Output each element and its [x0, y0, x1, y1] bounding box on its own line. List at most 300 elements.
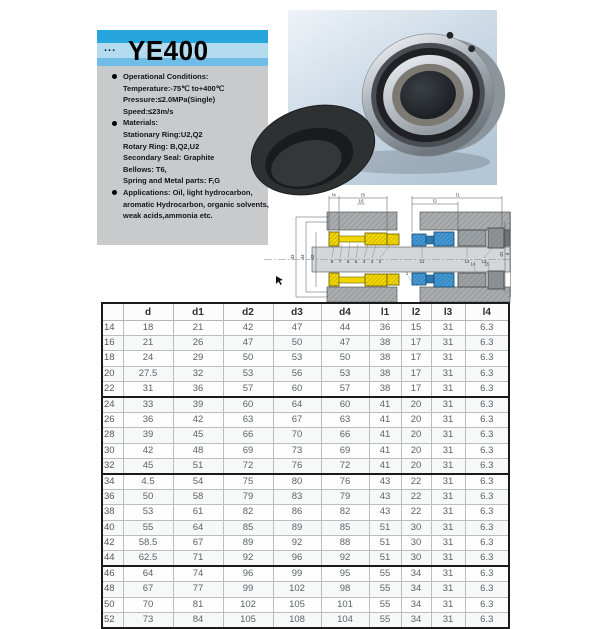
value-cell: 47	[223, 336, 273, 351]
dim-label: d2	[310, 254, 315, 260]
table-row	[102, 413, 509, 428]
spec-line	[97, 106, 268, 118]
callout-number: 8	[330, 259, 334, 264]
model-header-bar	[97, 30, 268, 66]
value-cell: 41	[369, 413, 401, 428]
cursor-arrow	[276, 276, 283, 285]
spec-line-text: Operational Conditions:	[123, 72, 209, 81]
value-cell: 45	[173, 428, 223, 443]
value-cell: 20	[401, 443, 431, 458]
value-cell: 20	[401, 428, 431, 443]
value-cell: 47	[321, 336, 369, 351]
spec-line-text: weak acids,ammonia etc.	[123, 211, 213, 221]
column-header: d1	[173, 303, 223, 321]
value-cell: 6.3	[465, 535, 509, 550]
value-cell: 73	[273, 443, 321, 458]
spec-line	[97, 199, 268, 211]
column-header: d3	[273, 303, 321, 321]
value-cell: 6.3	[465, 381, 509, 397]
callout-number: 14	[470, 261, 476, 267]
value-cell: 84	[173, 612, 223, 628]
value-cell: 30	[401, 520, 431, 535]
table-row	[102, 397, 509, 413]
value-cell: 82	[321, 505, 369, 520]
table-row	[102, 381, 509, 397]
value-cell: 41	[369, 458, 401, 474]
column-header: d4	[321, 303, 369, 321]
value-cell: 51	[173, 458, 223, 474]
value-cell: 79	[223, 490, 273, 505]
row-label-cell: 26	[102, 413, 123, 428]
value-cell: 41	[369, 443, 401, 458]
row-label-cell: 38	[102, 505, 123, 520]
value-cell: 29	[173, 351, 223, 366]
table-row	[102, 351, 509, 366]
bullet-icon	[112, 121, 117, 126]
value-cell: 38	[369, 336, 401, 351]
column-header: l4	[465, 303, 509, 321]
value-cell: 89	[223, 535, 273, 550]
callout-number: 12	[464, 259, 470, 264]
callout-number: 1	[405, 271, 409, 276]
spec-line	[97, 129, 268, 141]
spec-line	[97, 117, 268, 129]
value-cell: 34	[401, 582, 431, 597]
value-cell: 6.3	[465, 336, 509, 351]
value-cell: 53	[273, 351, 321, 366]
value-cell: 31	[431, 566, 465, 582]
value-cell: 42	[223, 321, 273, 336]
value-cell: 51	[369, 520, 401, 535]
value-cell: 104	[321, 612, 369, 628]
row-label-cell: 46	[102, 566, 123, 582]
row-label-cell: 42	[102, 535, 123, 550]
table-row	[102, 321, 509, 336]
value-cell: 42	[173, 413, 223, 428]
value-cell: 86	[273, 505, 321, 520]
bullet-icon	[112, 190, 117, 195]
table-row	[102, 443, 509, 458]
spec-line-text: Temperature:-75℃ to+400℃	[123, 83, 225, 93]
value-cell: 6.3	[465, 520, 509, 535]
dim-label: l2	[433, 198, 437, 204]
row-label-cell: 50	[102, 597, 123, 612]
value-cell: 17	[401, 336, 431, 351]
value-cell: 99	[273, 566, 321, 582]
dimension-table	[101, 302, 510, 629]
value-cell: 74	[173, 566, 223, 582]
value-cell: 77	[173, 582, 223, 597]
value-cell: 6.3	[465, 443, 509, 458]
value-cell: 6.3	[465, 458, 509, 474]
value-cell: 6.3	[465, 551, 509, 567]
value-cell: 63	[223, 413, 273, 428]
column-header: l1	[369, 303, 401, 321]
value-cell: 31	[431, 597, 465, 612]
value-cell: 67	[273, 413, 321, 428]
value-cell: 48	[173, 443, 223, 458]
spec-lines	[97, 71, 268, 222]
table-row	[102, 366, 509, 381]
row-label-cell: 32	[102, 458, 123, 474]
callout-number: 13	[481, 259, 487, 264]
table-row	[102, 428, 509, 443]
value-cell: 85	[321, 520, 369, 535]
value-cell: 20	[401, 413, 431, 428]
value-cell: 69	[321, 443, 369, 458]
spec-line	[97, 71, 268, 83]
value-cell: 31	[431, 321, 465, 336]
value-cell: 24	[123, 351, 173, 366]
table-row	[102, 520, 509, 535]
spec-line	[97, 141, 268, 153]
callout-number: 7	[338, 259, 342, 264]
value-cell: 4.5	[123, 474, 173, 490]
value-cell: 88	[321, 535, 369, 550]
value-cell: 102	[223, 597, 273, 612]
value-cell: 92	[223, 551, 273, 567]
value-cell: 79	[321, 490, 369, 505]
value-cell: 31	[431, 428, 465, 443]
value-cell: 75	[223, 474, 273, 490]
value-cell: 85	[223, 520, 273, 535]
technical-drawing	[262, 192, 512, 302]
callout-number: 3	[370, 259, 374, 264]
value-cell: 31	[431, 520, 465, 535]
value-cell: 72	[223, 458, 273, 474]
row-label-cell: 44	[102, 551, 123, 567]
spec-line-text: Spring and Metal parts: F,G	[123, 176, 221, 186]
value-cell: 82	[223, 505, 273, 520]
value-cell: 67	[123, 582, 173, 597]
table-row	[102, 566, 509, 582]
spec-line	[97, 83, 268, 95]
value-cell: 89	[273, 520, 321, 535]
value-cell: 38	[369, 366, 401, 381]
row-label-cell: 52	[102, 612, 123, 628]
value-cell: 101	[321, 597, 369, 612]
callout-number: 11	[419, 259, 425, 264]
value-cell: 50	[321, 351, 369, 366]
value-cell: 60	[273, 381, 321, 397]
seal-head-yellow	[329, 232, 399, 246]
value-cell: 98	[321, 582, 369, 597]
value-cell: 6.3	[465, 566, 509, 582]
value-cell: 58.5	[123, 535, 173, 550]
row-label-cell: 22	[102, 381, 123, 397]
spec-line-text: Applications: Oil, light hydrocarbon,	[123, 187, 253, 197]
value-cell: 70	[123, 597, 173, 612]
value-cell: 31	[431, 458, 465, 474]
dim-label: 16	[358, 198, 364, 204]
spec-line	[97, 164, 268, 176]
table-row	[102, 535, 509, 550]
seat-gland-blue	[412, 232, 454, 246]
value-cell: 50	[123, 490, 173, 505]
bullet-icon	[112, 74, 117, 79]
value-cell: 76	[273, 458, 321, 474]
value-cell: 39	[173, 397, 223, 413]
value-cell: 6.3	[465, 321, 509, 336]
row-label-cell: 28	[102, 428, 123, 443]
table-row	[102, 458, 509, 474]
spec-line	[97, 94, 268, 106]
value-cell: 67	[173, 535, 223, 550]
value-cell: 47	[273, 321, 321, 336]
column-header	[102, 303, 123, 321]
value-cell: 31	[431, 413, 465, 428]
value-cell: 55	[369, 582, 401, 597]
value-cell: 6.3	[465, 474, 509, 490]
spec-line-text: Rotary Ring: B,Q2,U2	[123, 141, 200, 151]
value-cell: 31	[431, 366, 465, 381]
gland-gray	[458, 228, 510, 248]
value-cell: 96	[273, 551, 321, 567]
row-label-cell: 18	[102, 351, 123, 366]
dim-label: d1	[499, 251, 504, 257]
value-cell: 92	[273, 535, 321, 550]
value-cell: 6.3	[465, 597, 509, 612]
value-cell: 102	[273, 582, 321, 597]
row-label-cell: 40	[102, 520, 123, 535]
value-cell: 30	[401, 535, 431, 550]
product-model-title: YE400	[128, 34, 209, 67]
row-label-cell: 24	[102, 397, 123, 413]
value-cell: 17	[401, 366, 431, 381]
value-cell: 6.3	[465, 397, 509, 413]
value-cell: 45	[123, 458, 173, 474]
column-header: l2	[401, 303, 431, 321]
dim-label: d	[505, 252, 510, 256]
value-cell: 21	[123, 336, 173, 351]
value-cell: 76	[321, 474, 369, 490]
value-cell: 17	[401, 351, 431, 366]
value-cell: 51	[369, 535, 401, 550]
value-cell: 69	[223, 443, 273, 458]
value-cell: 41	[369, 428, 401, 443]
spec-line-text: Secondary Seal: Graphite	[123, 153, 215, 163]
value-cell: 34	[401, 597, 431, 612]
value-cell: 50	[223, 351, 273, 366]
dim-label: l3	[361, 192, 365, 198]
value-cell: 31	[431, 612, 465, 628]
row-label-cell: 16	[102, 336, 123, 351]
dim-label: l1	[456, 192, 460, 198]
value-cell: 33	[123, 397, 173, 413]
header-dots: ...	[104, 42, 117, 54]
value-cell: 105	[273, 597, 321, 612]
value-cell: 66	[223, 428, 273, 443]
table-row	[102, 597, 509, 612]
gland-gray-bottom	[458, 271, 504, 289]
value-cell: 21	[173, 321, 223, 336]
housing-bottom	[327, 287, 510, 302]
table-row	[102, 474, 509, 490]
value-cell: 108	[273, 612, 321, 628]
value-cell: 70	[273, 428, 321, 443]
value-cell: 41	[369, 397, 401, 413]
value-cell: 57	[321, 381, 369, 397]
spec-line	[97, 152, 268, 164]
value-cell: 55	[369, 597, 401, 612]
spec-line	[97, 210, 268, 222]
row-label-cell: 14	[102, 321, 123, 336]
value-cell: 72	[321, 458, 369, 474]
value-cell: 55	[369, 566, 401, 582]
value-cell: 73	[123, 612, 173, 628]
value-cell: 71	[173, 551, 223, 567]
value-cell: 39	[123, 428, 173, 443]
size-table-body	[102, 321, 509, 629]
value-cell: 80	[273, 474, 321, 490]
value-cell: 6.3	[465, 413, 509, 428]
value-cell: 6.3	[465, 612, 509, 628]
value-cell: 56	[273, 366, 321, 381]
value-cell: 95	[321, 566, 369, 582]
callout-number: 15	[484, 261, 490, 267]
spec-panel	[97, 66, 268, 245]
value-cell: 38	[369, 351, 401, 366]
value-cell: 43	[369, 505, 401, 520]
table-row	[102, 490, 509, 505]
value-cell: 105	[223, 612, 273, 628]
value-cell: 6.3	[465, 490, 509, 505]
value-cell: 42	[123, 443, 173, 458]
value-cell: 6.3	[465, 582, 509, 597]
value-cell: 54	[173, 474, 223, 490]
value-cell: 31	[431, 336, 465, 351]
value-cell: 51	[369, 551, 401, 567]
value-cell: 53	[321, 366, 369, 381]
value-cell: 55	[369, 612, 401, 628]
value-cell: 57	[223, 381, 273, 397]
value-cell: 15	[401, 321, 431, 336]
value-cell: 99	[223, 582, 273, 597]
housing-top	[327, 212, 510, 230]
row-label-cell: 30	[102, 443, 123, 458]
value-cell: 31	[431, 551, 465, 567]
callout-number: 4	[362, 259, 366, 264]
value-cell: 66	[321, 428, 369, 443]
row-label-cell: 34	[102, 474, 123, 490]
value-cell: 83	[273, 490, 321, 505]
value-cell: 31	[431, 351, 465, 366]
value-cell: 30	[401, 551, 431, 567]
spec-line-text: Bellows: T6,	[123, 164, 167, 174]
table-row	[102, 336, 509, 351]
spec-line	[97, 175, 268, 187]
value-cell: 63	[321, 413, 369, 428]
value-cell: 6.3	[465, 351, 509, 366]
column-header: l3	[431, 303, 465, 321]
value-cell: 92	[321, 551, 369, 567]
value-cell: 64	[123, 566, 173, 582]
value-cell: 55	[123, 520, 173, 535]
value-cell: 36	[123, 413, 173, 428]
value-cell: 50	[273, 336, 321, 351]
value-cell: 31	[431, 505, 465, 520]
value-cell: 64	[173, 520, 223, 535]
table-row	[102, 505, 509, 520]
value-cell: 58	[173, 490, 223, 505]
value-cell: 36	[173, 381, 223, 397]
value-cell: 81	[173, 597, 223, 612]
value-cell: 31	[123, 381, 173, 397]
spec-line-text: Speed:≤23m/s	[123, 106, 174, 116]
value-cell: 96	[223, 566, 273, 582]
spec-line-text: Pressure:≤2.0MPa(Single)	[123, 95, 216, 105]
table-row	[102, 612, 509, 628]
value-cell: 62.5	[123, 551, 173, 567]
value-cell: 27.5	[123, 366, 173, 381]
column-header: d	[123, 303, 173, 321]
value-cell: 31	[431, 535, 465, 550]
value-cell: 60	[223, 397, 273, 413]
dimension-table-container	[101, 302, 510, 625]
value-cell: 43	[369, 490, 401, 505]
value-cell: 31	[431, 443, 465, 458]
column-header: d2	[223, 303, 273, 321]
row-label-cell: 20	[102, 366, 123, 381]
callout-number: 6	[346, 259, 350, 264]
table-row	[102, 582, 509, 597]
value-cell: 53	[123, 505, 173, 520]
value-cell: 60	[321, 397, 369, 413]
value-cell: 31	[431, 474, 465, 490]
row-label-cell: 36	[102, 490, 123, 505]
value-cell: 38	[369, 381, 401, 397]
product-photo	[288, 10, 497, 185]
table-row	[102, 551, 509, 567]
seat-gland-blue-bottom	[412, 273, 454, 287]
value-cell: 17	[401, 381, 431, 397]
dim-label: d3	[290, 254, 295, 260]
value-cell: 26	[173, 336, 223, 351]
spec-line-text: aromatic Hydrocarbon, organic solvents,	[123, 199, 269, 209]
value-cell: 20	[401, 397, 431, 413]
spec-line-text: Stationary Ring:U2,Q2	[123, 129, 203, 139]
value-cell: 6.3	[465, 366, 509, 381]
value-cell: 43	[369, 474, 401, 490]
value-cell: 22	[401, 474, 431, 490]
callout-number: 2	[378, 259, 382, 264]
dim-label: d4	[300, 254, 305, 260]
row-label-cell: 48	[102, 582, 123, 597]
value-cell: 22	[401, 490, 431, 505]
value-cell: 31	[431, 381, 465, 397]
value-cell: 6.3	[465, 505, 509, 520]
value-cell: 31	[431, 397, 465, 413]
value-cell: 53	[223, 366, 273, 381]
value-cell: 61	[173, 505, 223, 520]
value-cell: 31	[431, 582, 465, 597]
spec-line	[97, 187, 268, 199]
spec-line-text: Materials:	[123, 118, 159, 128]
value-cell: 18	[123, 321, 173, 336]
value-cell: 32	[173, 366, 223, 381]
dim-label: l4	[332, 192, 336, 198]
value-cell: 34	[401, 612, 431, 628]
value-cell: 6.3	[465, 428, 509, 443]
value-cell: 22	[401, 505, 431, 520]
value-cell: 20	[401, 458, 431, 474]
value-cell: 36	[369, 321, 401, 336]
seal-head-yellow-bottom	[329, 273, 399, 286]
value-cell: 44	[321, 321, 369, 336]
value-cell: 64	[273, 397, 321, 413]
value-cell: 34	[401, 566, 431, 582]
value-cell: 31	[431, 490, 465, 505]
